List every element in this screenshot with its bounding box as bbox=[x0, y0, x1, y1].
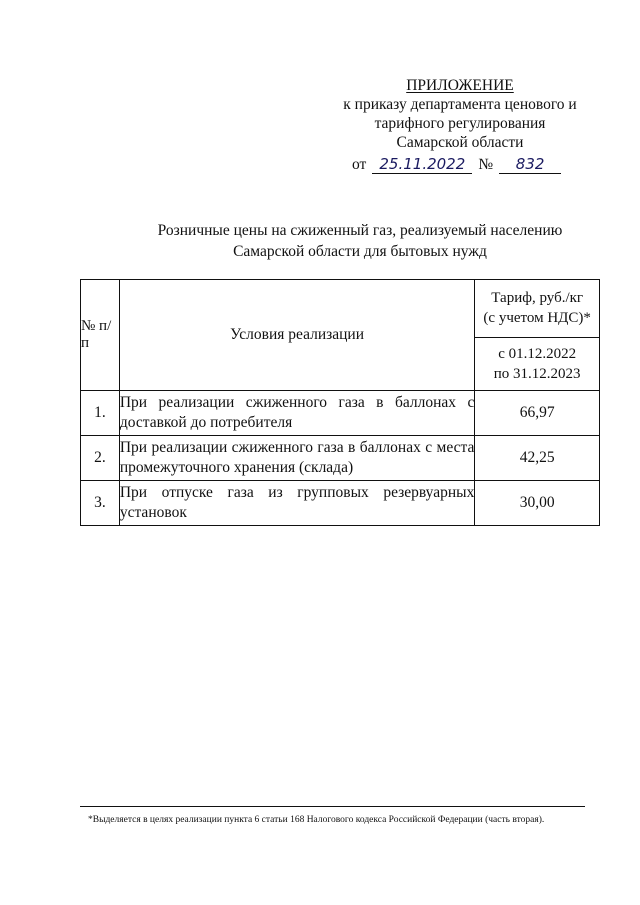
appendix-line-2: тарифного регулирования bbox=[374, 115, 546, 132]
appendix-title: ПРИЛОЖЕНИЕ bbox=[406, 77, 514, 94]
period-line-1: с 01.12.2022 bbox=[498, 345, 577, 362]
table-row bbox=[81, 436, 600, 481]
footnote: *Выделяется в целях реализации пункта 6 статьи 168 Налогового кодекса Российской Федерации (часть вторая). bbox=[88, 815, 545, 825]
table-row bbox=[81, 391, 600, 436]
row-condition: При реализации сжиженного газа в баллонах с доставкой до потребителя bbox=[119, 391, 474, 436]
tariff-header-line-2: (с учетом НДС)* bbox=[483, 310, 591, 327]
appendix-header bbox=[330, 76, 590, 174]
footnote-divider bbox=[80, 806, 585, 807]
date-label: от bbox=[352, 156, 367, 173]
order-date: 25.11.2022 bbox=[372, 156, 472, 174]
tariff-table bbox=[80, 279, 600, 526]
row-tariff: 30,00 bbox=[475, 481, 600, 526]
table-header-row bbox=[81, 280, 600, 338]
row-tariff: 42,25 bbox=[475, 436, 600, 481]
period-line-2: по 31.12.2023 bbox=[493, 365, 581, 382]
row-number: 2. bbox=[81, 436, 120, 481]
number-label: № bbox=[478, 156, 494, 173]
col-header-period bbox=[475, 337, 600, 390]
row-number: 3. bbox=[81, 481, 120, 526]
table-row bbox=[81, 481, 600, 526]
row-tariff: 66,97 bbox=[475, 391, 600, 436]
appendix-line-3: Самарской области bbox=[396, 134, 524, 151]
row-number: 1. bbox=[81, 391, 120, 436]
col-header-num: № п/п bbox=[81, 280, 120, 391]
document-title bbox=[100, 220, 620, 262]
col-header-condition: Условия реализации bbox=[119, 280, 474, 391]
title-line-2: Самарской области для бытовых нужд bbox=[233, 243, 487, 260]
order-date-number bbox=[352, 152, 590, 174]
row-condition: При отпуске газа из групповых резервуарных установок bbox=[119, 481, 474, 526]
appendix-line-1: к приказу департамента ценового и bbox=[343, 96, 577, 113]
col-header-tariff bbox=[475, 280, 600, 338]
title-line-1: Розничные цены на сжиженный газ, реализуемый населению bbox=[157, 222, 563, 239]
row-condition: При реализации сжиженного газа в баллонах с места промежуточного хранения (склада) bbox=[119, 436, 474, 481]
tariff-header-line-1: Тариф, руб./кг bbox=[491, 290, 584, 307]
order-number: 832 bbox=[499, 156, 561, 174]
